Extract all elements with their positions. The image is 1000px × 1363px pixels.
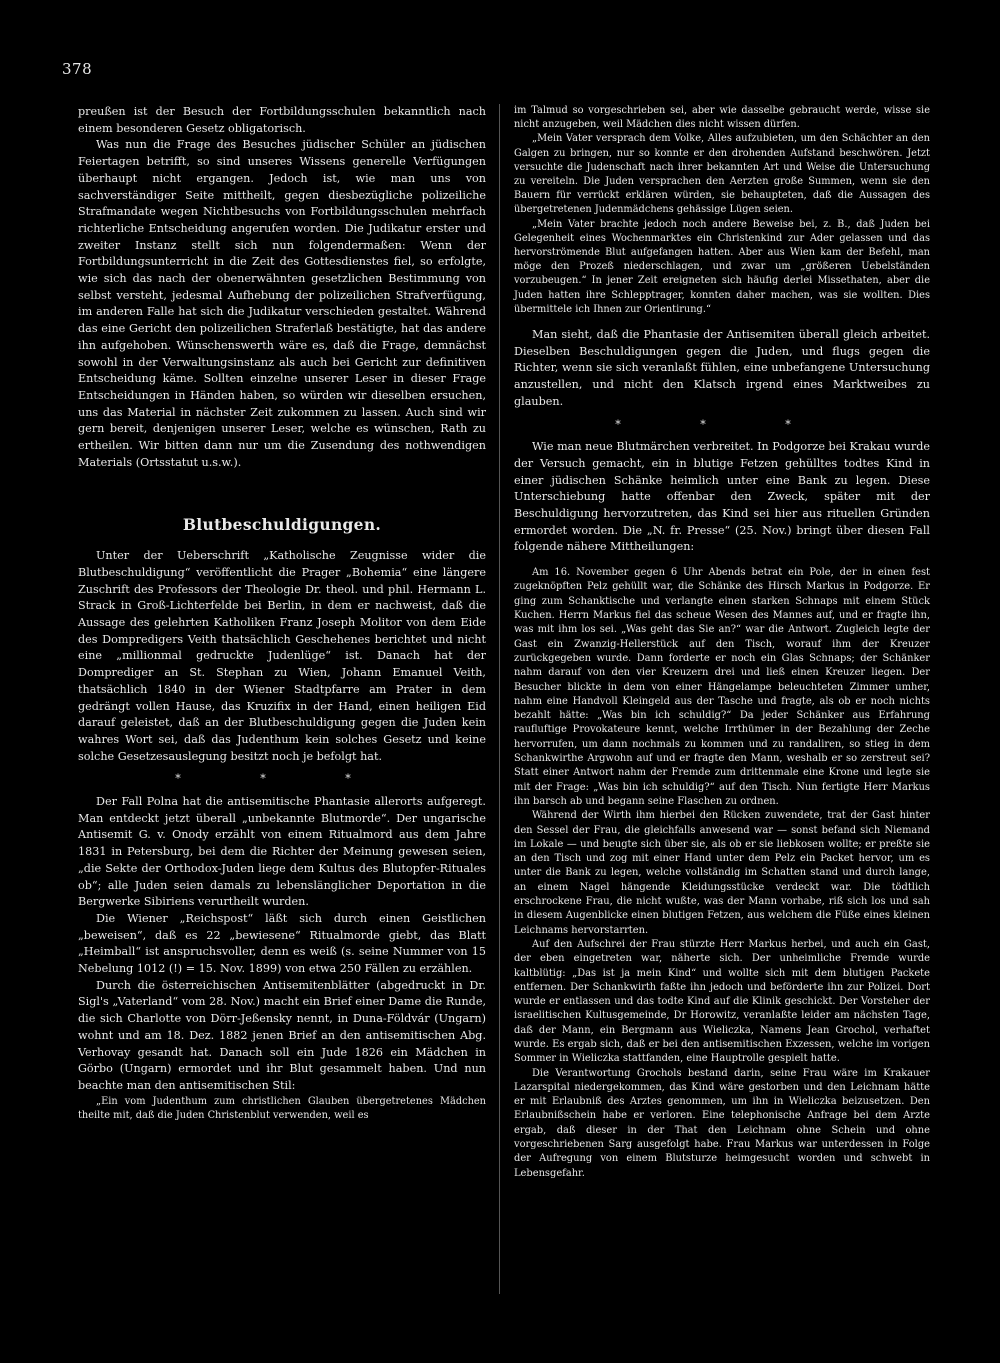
paragraph: Was nun die Frage des Besuches jüdischer Schüler an jüdischen Feiertagen betrifft, so sind unseres Wissens generelle Verfügungen überhaupt nicht ergangen. Jedoch ist, wie man uns von sachverständiger Seite mittheilt, gegen diesbezügliche polizeiliche Strafmandate wegen Nichtbesuchs von Fortbildungsschulen mehrfach richterliche Entscheidung angerufen worden. Die Judikatur erster und zweiter Instanz stellt sich nun folgendermaßen: Wenn der Fortbildungsunterricht in die Zeit des Gottesdienstes fiel, so erfolgte, wie sich das nach der obenerwähnten gesetzlichen Bestimmung von selbst versteht, jedesmal Aufhebung der polizeilichen Strafverfügung, im anderen Falle hat sich die Judikatur verschieden gestaltet. Während das eine Gericht den polizeilichen Straferlaß bestätigte, hat das andere ihn aufgehoben. Wünschenswerth wäre es, daß die Frage, demnächst sowohl in der Verwaltungsinstanz als auch bei Gericht zur definitiven Entscheidung käme. Sollten einzelne unserer Leser in dieser Frage Entscheidungen in Händen haben, so würden wir dieselben ersuchen, uns das Material in nächster Zeit zukommen zu lassen. Auch sind wir gern bereit, denjenigen unserer Leser, welche es wünschen, Rath zu ertheilen. Wir bitten dann nur um die Zusendung des nothwendigen Materials (Ortsstatut u.s.w.). (78, 138, 486, 469)
paragraph: Wie man neue Blutmärchen verbreitet. In Podgorze bei Krakau wurde der Versuch gemacht, ein in blutige Fetzen gehülltes todtes Kind in einer jüdischen Schänke heimlich unter eine Bank zu legen. Diese Unterschiebung hatte offenbar den Zweck, später mit der Beschuldigung hervorzutreten, das Kind sei hier aus rituellen Gründen ermordet worden. Die „N. fr. Presse“ (25. Nov.) bringt über diesen Fall folgende nähere Mittheilungen: (514, 440, 930, 554)
quote-paragraph: im Talmud so vorgeschrieben sei, aber wie dasselbe gebraucht werde, wisse sie nicht anzugeben, weil Mädchen dies nicht wissen dürfen. (514, 105, 930, 131)
page-number: 378 (62, 60, 93, 78)
right-column (514, 104, 930, 1181)
left-column (78, 104, 486, 1123)
paragraph: Man sieht, daß die Phantasie der Antisemiten überall gleich arbeitet. Dieselben Beschuldigungen gegen die Juden, und flugs gegen die Richter, wenn sie sich veranlaßt fühlen, eine unbefangene Untersuchung anzustellen, und nicht den Klatsch irgend eines Marktweibes zu glauben. (514, 328, 930, 408)
paragraph: Die Wiener „Reichspost“ läßt sich durch einen Geistlichen „beweisen“, daß es 22 „bewiesene“ Ritualmorde giebt, das Blatt „Heimball“ ist anspruchsvoller, denn es weiß (s. seine Nummer von 15 Nebelung 1012 (!) = 15. Nov. 1899) von etwa 250 Fällen zu erzählen. (78, 911, 486, 976)
paragraph: Durch die österreichischen Antisemitenblätter (abgedruckt in Dr. Sigl's „Vaterland“ vom 28. Nov.) macht ein Brief einer Dame die Runde, die sich Charlotte von Dörr-Jeßensky nennt, in Duna-Földvár (Ungarn) wohnt und am 18. Dez. 1882 jenen Brief an den antisemitischen Abg. Verhovay gesandt hat. Danach soll ein Jude 1826 ein Mädchen in Görbo (Ungarn) ermordet und ihr Blut gesammelt haben. Und nun beachte man den antisemitischen Stil: (78, 978, 486, 1092)
column-divider (499, 104, 500, 1294)
section-divider: * * * (175, 772, 389, 786)
section-title: Blutbeschuldigungen. (182, 515, 382, 535)
quote-paragraph: „Mein Vater versprach dem Volke, Alles aufzubieten, um den Schächter an den Galgen zu bringen, nur so konnte er den drohenden Aufstand beschwören. Jetzt versuchte die Judenschaft nach ihrer bekannten Art und Weise die Untersuchung zu vereiteln. Die Juden versprachen den Aerzten große Summen, wenn sie den Bauern für verrückt erklären würden, sie behaupteten, daß die Aussagen des übergetretenen Judenmädchens gehässige Lügen seien. (514, 133, 930, 216)
quote-paragraph: „Ein vom Judenthum zum christlichen Glauben übergetretenes Mädchen theilte mit, daß die Juden Christenblut verwenden, weil es (78, 1095, 486, 1121)
paragraph: Der Fall Polna hat die antisemitische Phantasie allerorts aufgeregt. Man entdeckt jetzt überall „unbekannte Blutmorde“. Der ungarische Antisemit G. v. Onody erzählt von einem Ritualmord aus dem Jahre 1831 in Petersburg, bei dem die Richter der Meinung gewesen seien, „die Sekte der Orthodox-Juden liege dem Kultus des Blutopfer-Rituales ob“; alle Juden seien damals zu lebenslänglicher Deportation in die Bergwerke Sibiriens verurtheilt wurden. (78, 795, 486, 909)
report-paragraph: Während der Wirth ihm hierbei den Rücken zuwendete, trat der Gast hinter den Sessel der Frau, die gleichfalls anwesend war — sonst befand sich Niemand im Lokale — und beugte sich über sie, als ob er sie liebkosen wollte; er preßte sie an den Tisch und zog mit einer Hand unter dem Pelz ein Packet hervor, um es unter die Bank zu legen, welche vollständig im Schatten stand und durch lange, an einem Nagel hängende Kleidungsstücke verdeckt war. Die tödtlich erschrockene Frau, die nicht wußte, was der Mann vorhabe, riß sich los und sah in diesem Augenblicke einen blutigen Fetzen, aus welchem die Füße eines kleinen Leichnams hervorstarrten. (514, 810, 930, 936)
report-paragraph: Auf den Aufschrei der Frau stürzte Herr Markus herbei, und auch ein Gast, der eben eingetreten war, näherte sich. Der unheimliche Fremde wurde kaltblütig: „Das ist ja mein Kind“ und wollte sich mit dem blutigen Packete entfernen. Der Schankwirth faßte ihn jedoch und beförderte ihn zur Polizei. Dort wurde er entlassen und das todte Kind auf die Klinik geschickt. Der Vorsteher der israelitischen Kultusgemeinde, Dr Horowitz, veranlaßte leider am nächsten Tage, daß der Mann, ein Bergmann aus Wieliczka, Namens Jean Grochol, verhaftet wurde. Es ergab sich, daß er bei den antisemitischen Exzessen, welche im vorigen Sommer in Wieliczka stattfanden, eine Hauptrolle gespielt hatte. (514, 938, 930, 1065)
section-divider: * * * (615, 417, 829, 431)
paragraph: Unter der Ueberschrift „Katholische Zeugnisse wider die Blutbeschuldigung“ veröffentlicht die Prager „Bohemia“ eine längere Zuschrift des Professors der Theologie Dr. theol. und phil. Hermann L. Strack in Groß-Lichterfelde bei Berlin, in dem er nachweist, daß die Aussage des gelehrten Katholiken Franz Joseph Molitor von dem Eide des Dompredigers Veith thatsächlich Geschehenes berichtet und nicht eine „millionmal gedruckte Judenlüge“ ist. Danach hat der Domprediger an St. Stephan zu Wien, Johann Emanuel Veith, thatsächlich 1840 in der Wiener Stadtpfarre am Prater in dem gedrängt vollen Hause, das Kruzifix in der Hand, einen heiligen Eid darauf geleistet, daß an der Blutbeschuldigung gegen die Juden kein wahres Wort sei, daß das Judenthum kein solches Gesetz und keine solche Gesetzesauslegung besitzt noch je befolgt hat. (78, 549, 486, 763)
paragraph: preußen ist der Besuch der Fortbildungsschulen bekanntlich nach einem besonderen Gesetz obligatorisch. (78, 105, 486, 135)
report-paragraph: Am 16. November gegen 6 Uhr Abends betrat ein Pole, der in einen fest zugeknöpften Pelz gehüllt war, die Schänke des Hirsch Markus in Podgorze. Er ging zum Schanktische und verlangte einen starken Schnaps mit einem Stück Kuchen. Herrn Markus fiel das scheue Wesen des Mannes auf, und er fragte ihn, was mit ihm los sei. „Was geht das Sie an?“ war die Antwort. Zugleich legte der Gast ein Zwanzig-Hellerstück auf den Tisch, worauf ihm der Kreuzer zurückgegeben wurde. Dann forderte er noch ein Glas Schnaps; der Schänker nahm darauf von den vier Kreuzern drei und ließ einen Kreuzer liegen. Der Besucher blickte in dem von einer Hängelampe beleuchteten Zimmer umher, nahm eine Handvoll Kleingeld aus der Tasche und fragte, als ob er noch nichts bezahlt hätte: „Was bin ich schuldig?“ Da jeder Schänker aus Erfahrung raufluftige Provokateure kennt, welche Irrthümer in der Bezahlung der Zeche hervorrufen, um dann nochmals zu kommen und zu randaliren, so stieg in dem Schankwirthe Argwohn auf und er fragte den Mann, weshalb er so zerstreut sei? Statt einer Antwort nahm der Fremde zum drittenmale eine Krone und legte sie mit der Frage: „Was bin ich schuldig?“ auf den Tisch. Nun fertigte Herr Markus ihn barsch ab und begann seine Flaschen zu ordnen. (514, 567, 930, 807)
quote-paragraph: „Mein Vater brachte jedoch noch andere Beweise bei, z. B., daß Juden bei Gelegenheit eines Wochenmarktes ein Christenkind zur Ader gelassen und das hervorströmende Blut aufgefangen hatten. Aber aus Wien kam der Befehl, man möge den Prozeß niederschlagen, und zwar um „größeren Uebelständen vorzubeugen.“ In jener Zeit ereigneten sich häufig derlei Missethaten, aber die Juden hatten ihre Schlepptrager, konnten daher machen, was sie wollten. Dies übermittele ich Ihnen zur Orientirung.“ (514, 218, 930, 315)
report-paragraph: Die Verantwortung Grochols bestand darin, seine Frau wäre im Krakauer Lazarspital niedergekommen, das Kind wäre gestorben und den Leichnam hätte er mit Erlaubniß des Arztes genommen, um ihn in Wieliczka beizusetzen. Den Erlaubnißschein habe er verloren. Eine telephonische Anfrage bei dem Arzte ergab, daß dieser in der That den Leichnam ohne Schein und ohne vorgeschriebenen Sarg ausgefolgt habe. Frau Markus war unterdessen in Folge der Aufregung von einem Blutsturze heimgesucht worden und schwebt in Lebensgefahr. (514, 1067, 930, 1179)
